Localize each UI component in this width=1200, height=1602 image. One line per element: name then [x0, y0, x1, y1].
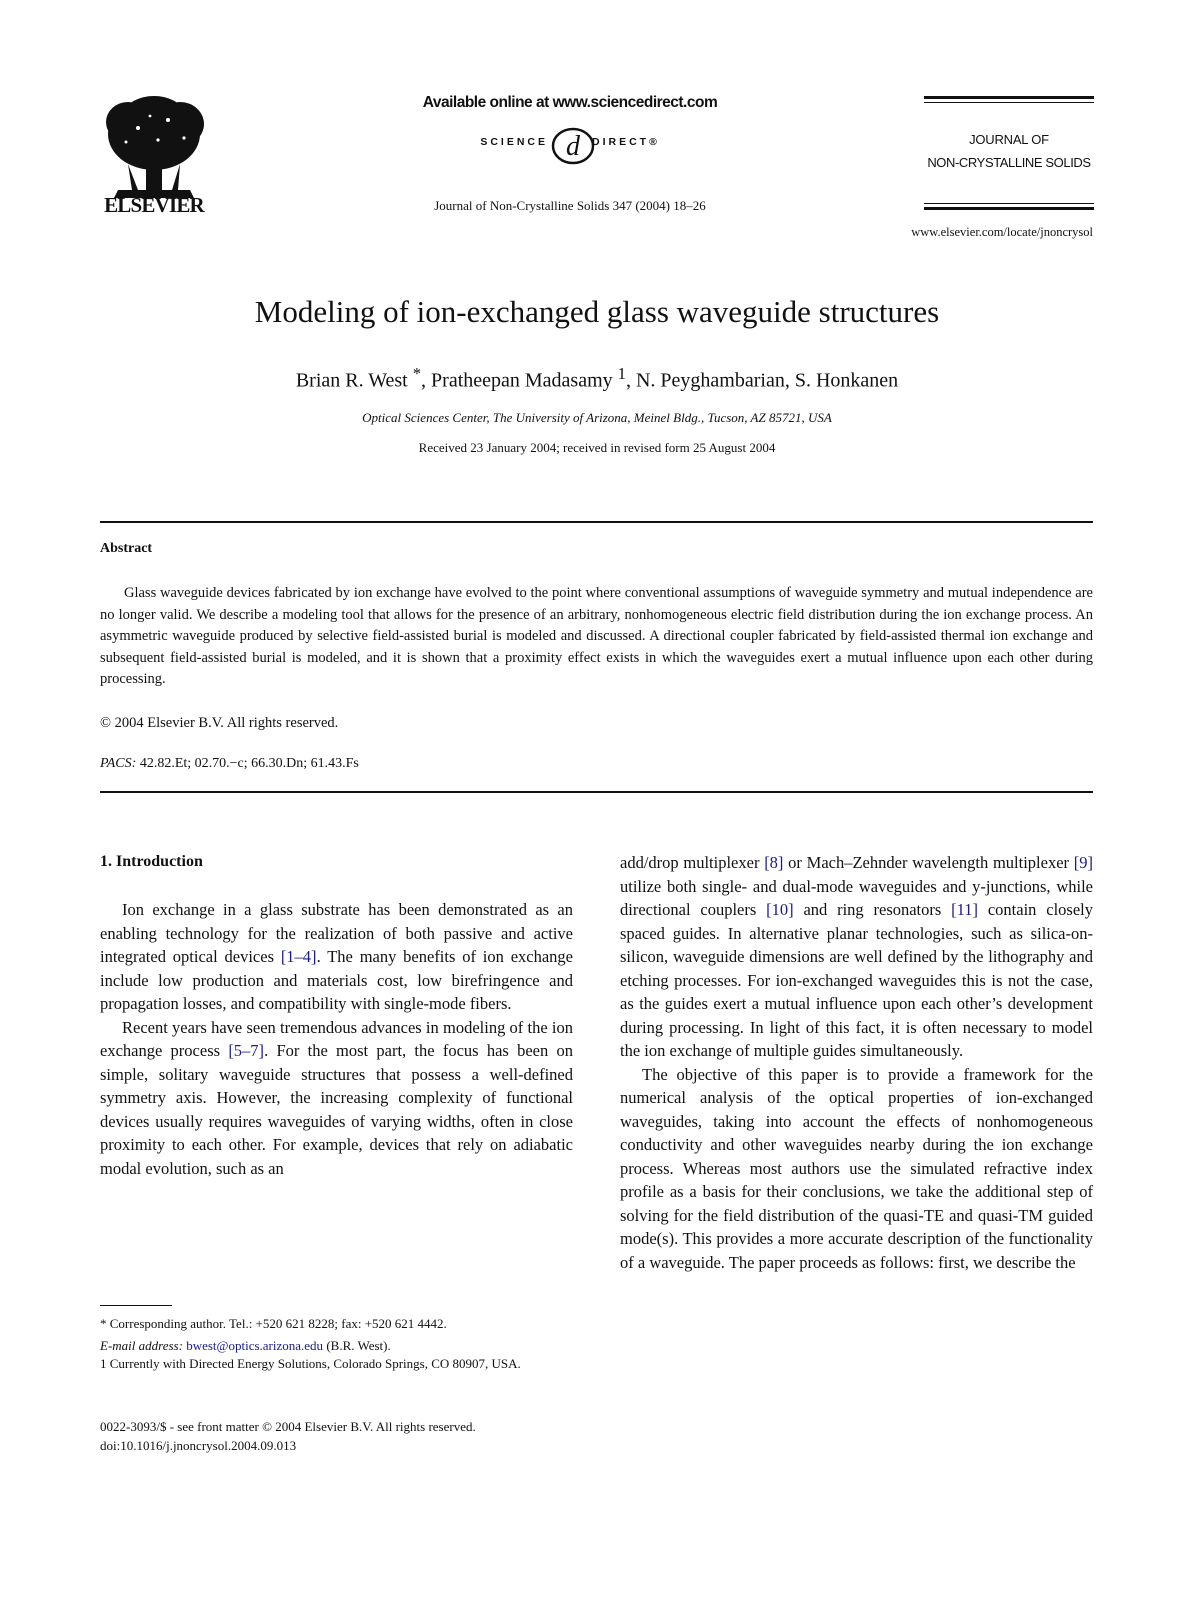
journal-url[interactable]: www.elsevier.com/locate/jnoncrysol	[911, 225, 1093, 239]
author-madasamy-mark[interactable]: 1	[617, 364, 626, 383]
doi-line[interactable]: doi:10.1016/j.jnoncrysol.2004.09.013	[100, 1438, 297, 1453]
sciencedirect-right-word: DIRECT®	[592, 136, 660, 148]
publisher-logo-text: ELSEVIER	[104, 193, 204, 217]
footnote-email	[100, 1336, 573, 1356]
footnote-current-affiliation: 1 Currently with Directed Energy Solutions, Colorado Springs, CO 80907, USA.	[100, 1356, 521, 1371]
journal-rule-top-thick	[924, 96, 1094, 99]
footnote-rule	[100, 1305, 172, 1306]
column-left	[100, 898, 573, 1180]
received-dates: Received 23 January 2004; received in revised form 25 August 2004	[418, 440, 776, 455]
abstract-copyright: © 2004 Elsevier B.V. All rights reserved.	[100, 715, 339, 731]
intro-paragraph-2: Recent years have seen tremendous advances in modeling of the ion exchange process [5–7]. For the most part, the focus has been on simple, solitary waveguide structures that possess a well-defined symmetry axis. However, the increasing complexity of functional devices usually requires waveguides of varying widths, often in close proximity to each other. For example, devices that rely on adiabatic modal evolution, such as an	[100, 1017, 574, 1178]
author-madasamy: Pratheepan Madasamy	[431, 369, 613, 392]
front-matter-line: 0022-3093/$ - see front matter © 2004 Elsevier B.V. All rights reserved.	[100, 1419, 476, 1434]
pacs-values: 42.82.Et; 02.70.−c; 66.30.Dn; 61.43.Fs	[139, 756, 359, 771]
author-west: Brian R. West	[295, 369, 408, 392]
intro-paragraph-3: The objective of this paper is to provide a framework for the numerical analysis of the optical properties of ion-exchanged waveguides, taking into account the effects of nonhomogeneous conductivity and other waveguides nearby during the ion exchange process. Whereas most authors use the simulated refractive index profile as a basis for their conclusions, we take the additional step of solving for the field distribution of the quasi-TE and quasi-TM guided mode(s). This provides a more accurate description of the functionality of a waveguide. The paper proceeds as follows: first, we describe the	[620, 1064, 1093, 1272]
citation-link[interactable]: [11]	[951, 900, 979, 919]
journal-reference: Journal of Non-Crystalline Solids 347 (2004) 18–26	[434, 198, 706, 213]
journal-name-line1: JOURNAL OF	[969, 132, 1049, 147]
affiliation: Optical Sciences Center, The University of Arizona, Meinel Bldg., Tucson, AZ 85721, USA	[362, 410, 832, 425]
column-right	[620, 851, 1093, 1274]
citation-link[interactable]: [10]	[766, 900, 794, 919]
journal-name-line2: NON-CRYSTALLINE SOLIDS	[927, 155, 1091, 170]
citation-link[interactable]: [1–4]	[280, 947, 317, 966]
abstract-rule-top	[100, 521, 1093, 523]
intro-paragraph-2-continued: add/drop multiplexer [8] or Mach–Zehnder wavelength multiplexer [9] utilize both single- and dual-mode waveguides and y-junctions, while directional couplers [10] and ring resonators [11] contain closely spaced guides. In alternative planar technologies, such as silica-on-silicon, waveguide dimensions are well defined by the lithography and etching processes. For ion-exchanged waveguides this is not the case, as the guides exert a mutual influence upon each other’s development during processing. In light of this fact, it is often necessary to model the ion exchange of multiple guides simultaneously.	[620, 853, 1093, 1060]
citation-link[interactable]: [9]	[1073, 853, 1093, 872]
email-link[interactable]: bwest@optics.arizona.edu	[186, 1338, 324, 1353]
journal-rule-bottom-thin	[924, 203, 1094, 204]
author-west-mark[interactable]: *	[412, 364, 422, 383]
pacs-label: PACS:	[100, 756, 137, 771]
email-owner: (B.R. West).	[323, 1338, 391, 1353]
svg-text:d: d	[566, 131, 580, 162]
abstract-rule-bottom	[100, 791, 1093, 793]
author-list: Brian R. West *, Pratheepan Madasamy $^1$, N. Peyghambarian, S. Honkanen	[295, 364, 899, 392]
footnote-corresponding: * Corresponding author. Tel.: +520 621 8228; fax: +520 621 4442.	[100, 1316, 447, 1331]
article-title: Modeling of ion-exchanged glass waveguide structures	[254, 294, 940, 329]
journal-rule-bottom-thick	[924, 207, 1094, 210]
abstract-body: Glass waveguide devices fabricated by ion exchange have evolved to the point where conventional assumptions of waveguide symmetry and mutual independence are no longer valid. We describe a modeling tool that allows for the presence of an arbitrary, nonhomogeneous electric field distribution during the ion exchange process. An asymmetric waveguide produced by selective field-assisted burial is modeled and discussed. A directional coupler fabricated by field-assisted thermal ion exchange and subsequent field-assisted burial is modeled, and it is shown that a proximity effect exists in which the waveguides exert a mutual influence upon each other during processing.	[100, 585, 1093, 687]
pacs-codes	[100, 756, 359, 772]
email-label: E-mail address:	[100, 1338, 183, 1353]
section-heading-introduction: 1. Introduction	[100, 853, 203, 870]
available-online-line: Available online at www.sciencedirect.com	[422, 94, 718, 111]
journal-rule-top-thin	[924, 102, 1094, 103]
citation-link[interactable]: [8]	[764, 853, 784, 872]
sciencedirect-left-word: SCIENCE	[480, 136, 548, 148]
abstract-heading: Abstract	[100, 541, 153, 556]
author-honkanen: S. Honkanen	[794, 369, 899, 392]
citation-link[interactable]: [5–7]	[228, 1041, 265, 1060]
intro-paragraph-1: Ion exchange in a glass substrate has been demonstrated as an enabling technology for the realization of both passive and active integrated optical devices [1–4]. The many benefits of ion exchange include low production and materials cost, low birefringence and propagation losses, and compatibility with single-mode fibers.	[100, 900, 573, 1013]
author-peyghambarian: N. Peyghambarian	[635, 369, 785, 392]
